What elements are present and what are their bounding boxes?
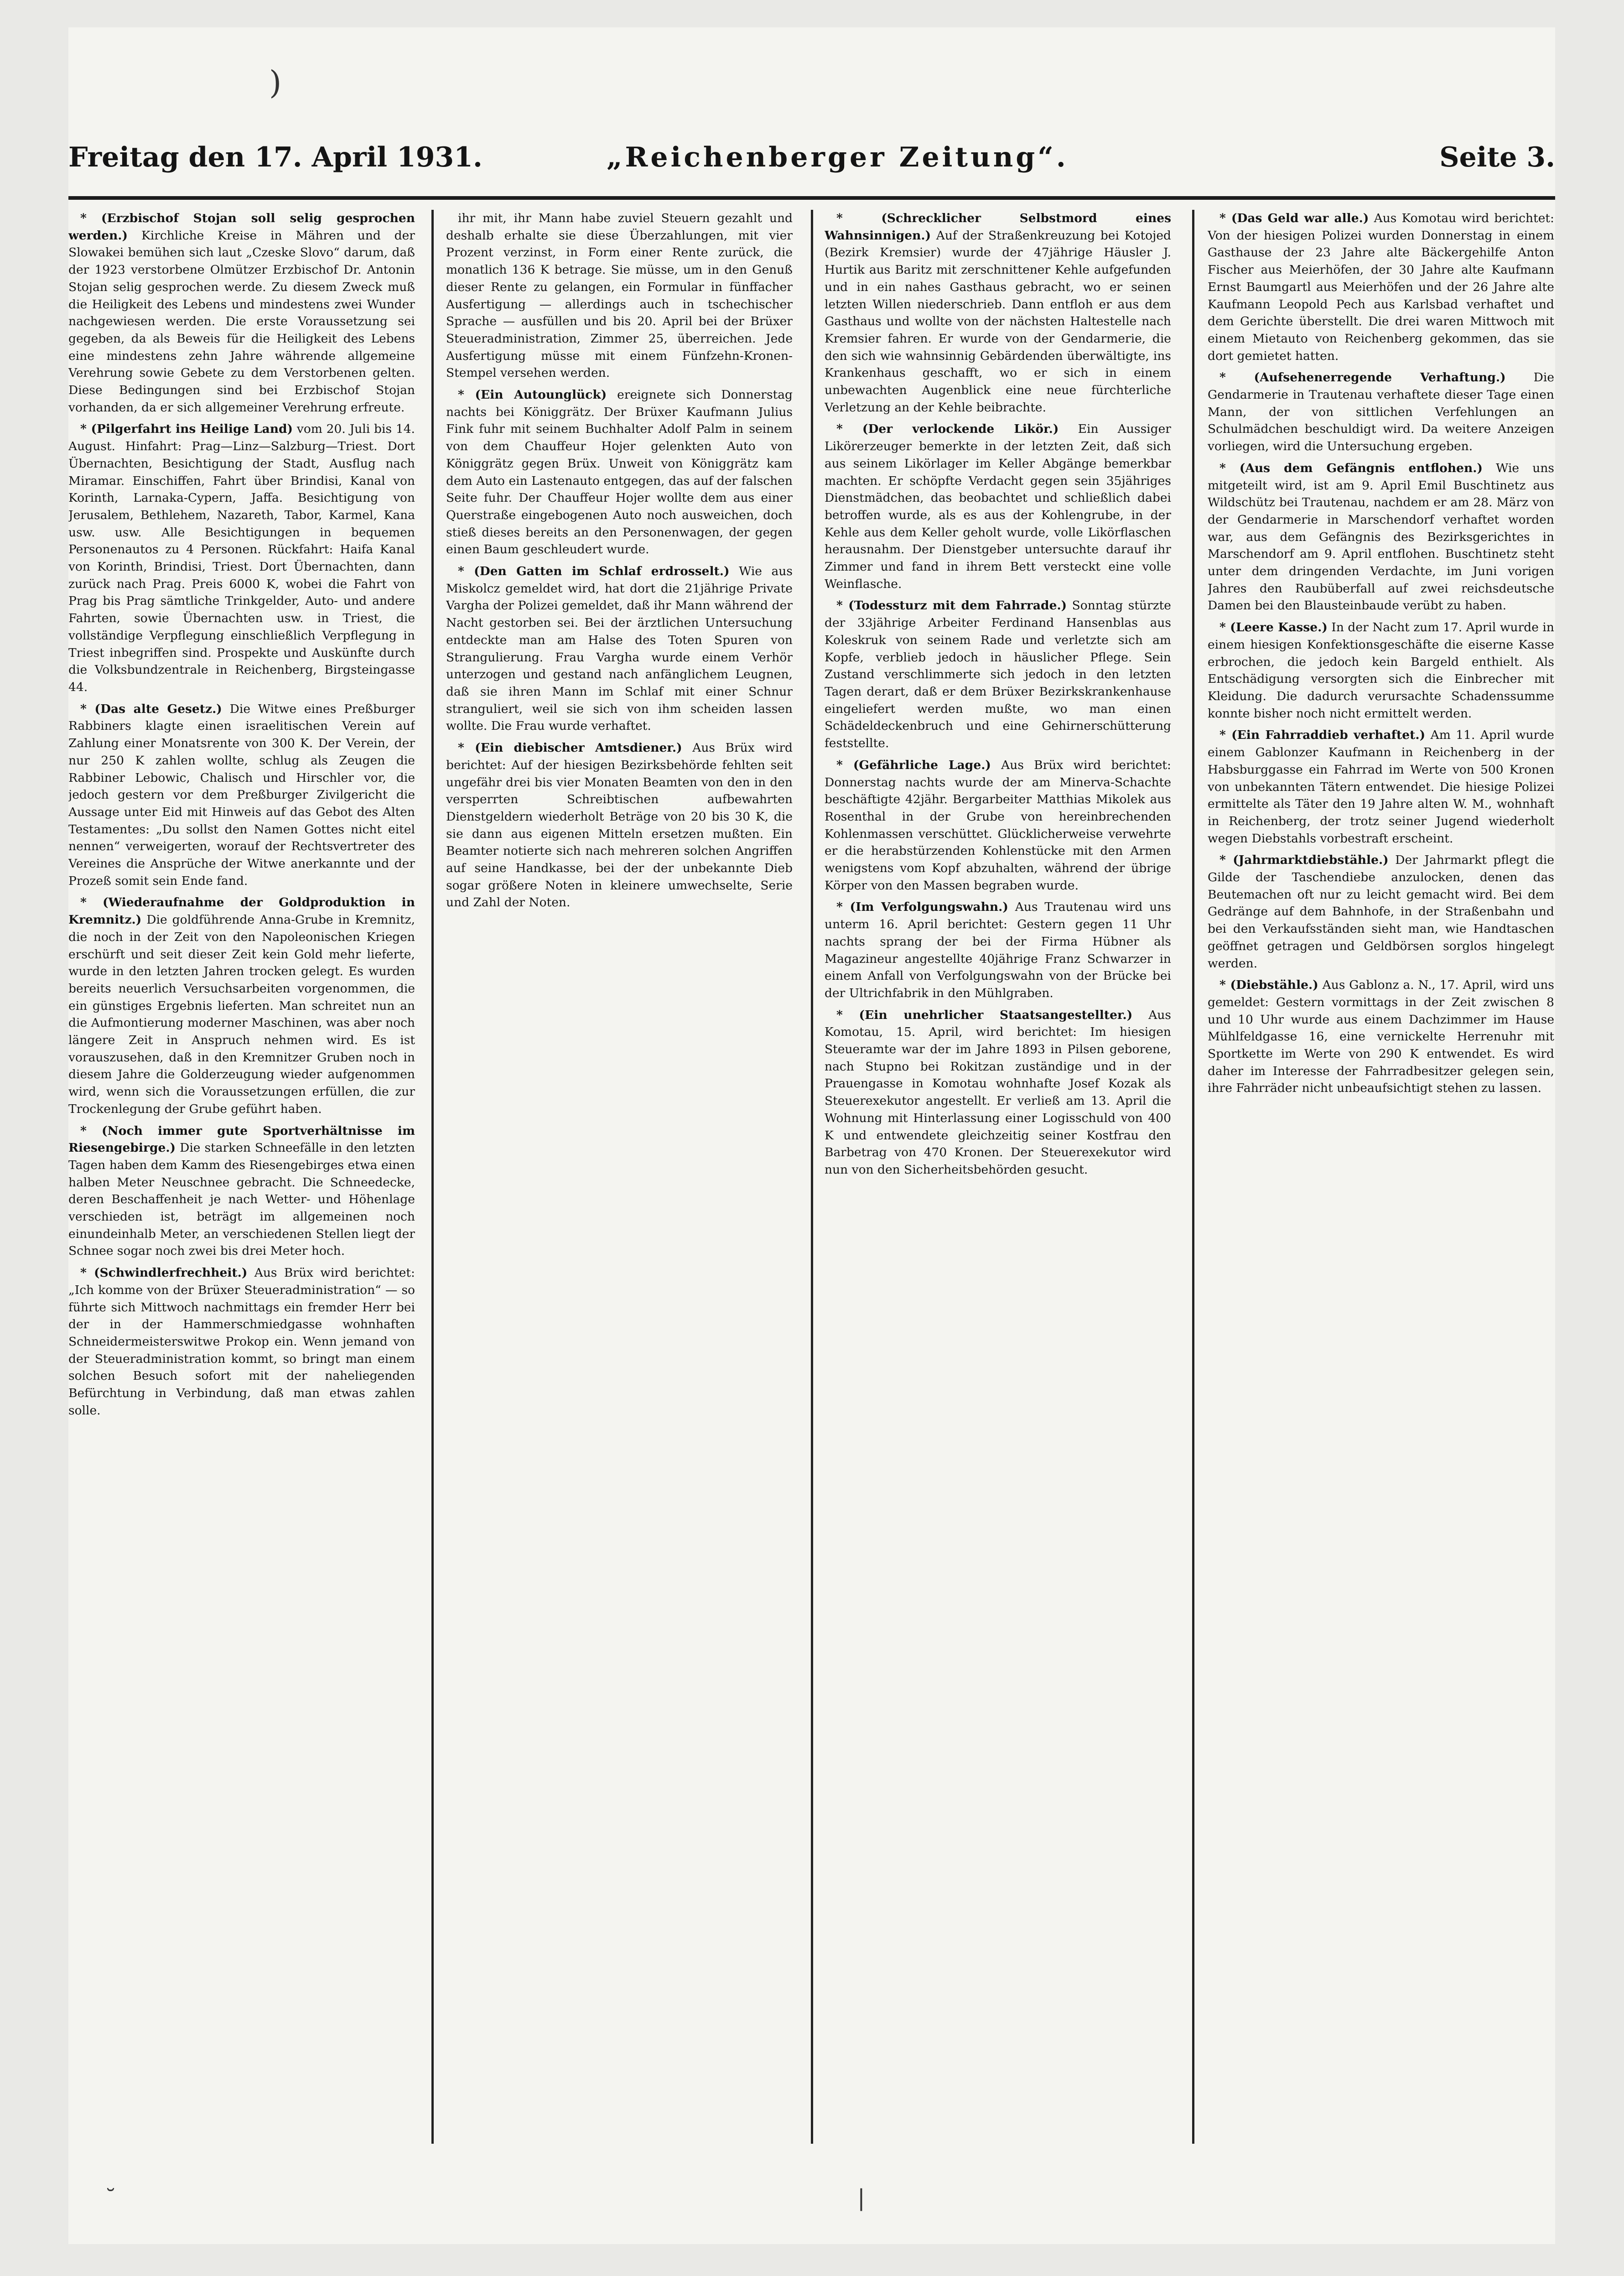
article-body: Aus Brüx wird berichtet: Auf der hiesigen Bezirksbehörde fehlten seit ungefähr drei bis vier Monaten Beamten von den in den versperrten Schreibtischen aufbewahrten Dienstgeldern wiederholt Beträge von 20 bis 30 K, die sie dann aus eigenen Mitteln ersetzen mußten. Ein Beamter notierte sich nach mehreren solchen Angriffen auf seine Handkasse, bei der der unbekannte Dieb sogar größere Noten in kleinere umwechselte, Serie und Zahl der Noten. (446, 741, 793, 910)
article (68, 1122, 415, 1260)
article (1208, 210, 1554, 364)
column-3 (825, 210, 1171, 2144)
article-kicker: * (Leere Kasse.) (1219, 620, 1328, 635)
article-body: Der Jahrmarkt pflegt die Gilde der Taschendiebe anzulocken, denen das Beutemachen oft nur zu leicht gemacht wird. Bei dem Gedränge auf dem Bahnhofe, in der Straßenbahn und bei den Verkaufsständen sieht man, wie Handtaschen geöffnet getragen und Geldbörsen sorglos hingelegt werden. (1208, 853, 1554, 971)
article-kicker: * (Aufsehenerregende Verhaftung.) (1219, 370, 1506, 385)
article (825, 899, 1171, 1002)
article-body: ereignete sich Donnerstag nachts bei Königgrätz. Der Brüxer Kaufmann Julius Fink fuhr mit seinem Buchhalter Adolf Palm in seinem von dem Chauffeur Hojer gelenkten Auto von Königgrätz gegen Brüx. Unweit von Königgrätz kam dem Auto ein Lastenauto entgegen, das auf der falschen Seite fuhr. Der Chauffeur Hojer wollte dem aus einer Querstraße eingebogenen Auto noch ausweichen, doch stieß dieses bereits an den Personenwagen, der gegen einen Baum geschleudert wurde. (446, 388, 793, 557)
article (446, 563, 793, 735)
article-body: Aus Komotau, 15. April, wird berichtet: Im hiesigen Steueramte war der im Jahre 1893 in Pilsen geborene, nach Stupno bei Rokitzan zuständige und in der Prauengasse in Komotau wohnhafte Josef Kozak als Steuerexekutor angestellt. Er verließ am 13. April die Wohnung mit Hinterlassung einer Logisschuld von 400 K und entwendete gleichzeitig seiner Kostfrau den Barbetrag von 470 Kronen. Der Steuerexekutor wird nun von den Sicherheitsbehörden gesucht. (825, 1008, 1171, 1177)
article-kicker: * (Der verlockende Likör.) (836, 422, 1059, 436)
article-body: Die starken Schneefälle in den letzten Tagen haben dem Kamm des Riesengebirges etwa einen halben Meter Neuschnee gebracht. Die Schneedecke, deren Beschaffenheit je nach Wetter- und Höhenlage verschieden ist, beträgt im allgemeinen noch einundeinhalb Meter, an verschiedenen Stellen liegt der Schnee sogar noch zwei bis drei Meter hoch. (68, 1141, 415, 1258)
article-body: Die Gendarmerie in Trautenau verhaftete dieser Tage einen Mann, der von sittlichen Verfehlungen an Schulmädchen beschuldigt wird. Da weitere Anzeigen vorliegen, wird die Untersuchung ergeben. (1208, 370, 1554, 454)
article-body: Aus Brüx wird berichtet: „Ich komme von der Brüxer Steueradministration“ — so führte sich Mittwoch nachmittags ein fremder Herr bei der in der Hammerschmiedgasse wohnhaften Schneidermeisterswitwe Prokop ein. Wenn jemand von der Steueradministration kommt, so bringt man einem solchen Besuch sofort mit der naheliegenden Befürchtung in Verbindung, daß man etwas zahlen solle. (68, 1266, 415, 1418)
article-body: vom 20. Juli bis 14. August. Hinfahrt: Prag—Linz—Salzburg—Triest. Dort Übernachten, Besichtigung der Stadt, Ausflug nach Miramar. Einschiffen, Fahrt über Brindisi, Kanal von Korinth, Larnaka-Cypern, Jaffa. Besichtigung von Jerusalem, Bethlehem, Nazareth, Tabor, Karmel, Kana usw. usw. Alle Besichtigungen in bequemen Personenautos zu 4 Personen. Rückfahrt: Haifa Kanal von Korinth, Brindisi, Triest. Dort Übernachten, dann zurück nach Prag. Preis 6000 K, wobei die Fahrt von Prag bis Prag sämtliche Trinkgelder, Auto- und andere Fahrten, sowie Übernachten usw. in Triest, die vollständige Verpflegung einschließlich Verpflegung in Triest inbegriffen sind. Prospekte und Auskünfte durch die Volksbundzentrale in Reichenberg, Birgsteingasse 44. (68, 422, 415, 694)
issue-date: Freitag den 17. April 1931. (68, 141, 483, 173)
article-body: Die Witwe eines Preßburger Rabbiners klagte einen israelitischen Verein auf Zahlung einer Monatsrente von 300 K. Der Verein, der nur 250 K zahlen wollte, schlug als Zeugen die Rabbiner Lebowic, Chalisch und Hirschler vor, die jedoch gestern vor dem Preßburger Zivilgericht die Aussage unter Eid mit Hinweis auf das Gebot des Alten Testamentes: „Du sollst den Namen Gottes nicht eitel nennen“ verweigerten, worauf der Rechtsvertreter des Vereines die Ansprüche der Witwe anerkannte und der Prozeß somit sein Ende fand. (68, 702, 415, 888)
column-divider (811, 210, 813, 2144)
article-kicker: * (Noch immer gute Sportverhältnisse im Riesengebirge.) (68, 1123, 415, 1155)
article (68, 1264, 415, 1419)
article-kicker: * (Erzbischof Stojan soll selig gesprochen werden.) (68, 211, 415, 243)
article-kicker: * (Aus dem Gefängnis entflohen.) (1219, 461, 1483, 475)
article (446, 386, 793, 558)
article-body: Kirchliche Kreise in Mähren und der Slowakei bemühen sich laut „Czeske Slovo“ darum, daß der 1923 verstorbene Olmützer Erzbischof Dr. Antonin Stojan selig gesprochen werde. Zu diesem Zweck muß die Heiligkeit des Lebens und mindestens zwei Wunder nachgewiesen werden. Die erste Voraussetzung sei gegeben, da als Beweis für die Heiligkeit des Lebens eine mindestens zehn Jahre währende allgemeine Verehrung sowie Gebete zu dem Verstorbenen gelten. Diese Bedingungen sind bei Erzbischof Stojan vorhanden, da er sich allgemeiner Verehrung erfreute. (68, 228, 415, 415)
article-kicker: * (Das alte Gesetz.) (80, 702, 222, 716)
article (825, 421, 1171, 592)
article-body: Wie uns mitgeteilt wird, ist am 9. April Emil Buschtinetz aus Wildschütz bei Trautenau, nachdem er am 28. März von der Gendarmerie in Marschendorf verhaftet worden war, aus dem Gefängnis des Bezirksgerichtes in Marschendorf am 9. April entflohen. Buschtinetz steht unter dem dringenden Verdachte, im Juni vorigen Jahres den Raubüberfall auf zwei reichsdeutsche Damen bei den Blausteinbaude verübt zu haben. (1208, 461, 1554, 613)
article-kicker: * (Schrecklicher Selbstmord eines Wahnsinnigen.) (825, 211, 1171, 243)
article (1208, 460, 1554, 614)
page-header (68, 141, 1555, 182)
article-body: ihr mit, ihr Mann habe zuviel Steuern gezahlt und deshalb erhalte sie diese Überzahlungen, mit vier Prozent verzinst, in Form einer Rente zurück, die monatlich 136 K betrage. Sie müsse, um in den Genuß dieser Rente zu gelangen, ein Formular in fünffacher Ausfertigung — allerdings auch in tschechischer Sprache — ausfüllen und bis 20. April bei der Brüxer Steueradministration, Zimmer 25, überreichen. Jede Ausfertigung müsse mit einem Fünfzehn-Kronen-Stempel versehen werden. (446, 211, 793, 380)
article-kicker: * (Wiederaufnahme der Goldproduktion in Kremnitz.) (68, 895, 415, 927)
page-number: Seite 3. (1439, 141, 1555, 173)
pencil-mark: ) (269, 64, 282, 101)
article (825, 757, 1171, 894)
article-kicker: * (Ein Fahrraddieb verhaftet.) (1219, 728, 1426, 743)
article (1208, 977, 1554, 1097)
article-kicker: * (Ein Autounglück) (458, 388, 607, 402)
article-kicker: * (Pilgerfahrt ins Heilige Land) (80, 422, 293, 436)
newspaper-title: „Reichenberger Zeitung“. (607, 141, 1069, 173)
article-body: Die goldführende Anna-Grube in Kremnitz, die noch in der Zeit von den Napoleonischen Kriegen erschürft und seit dieser Zeit kein Gold mehr lieferte, wurde in den letzten Jahren trocken gelegt. Es wurden bereits neuerlich Versuchsarbeiten vorgenommen, die ein günstiges Ergebnis lieferten. Man schreitet nun an die Aufmontierung moderner Maschinen, was aber noch längere Zeit in Anspruch nehmen wird. Es ist vorauszusehen, daß in den Kremnitzer Gruben noch in diesem Jahre die Golderzeugung wieder aufgenommen wird, wenn sich die Voraussetzungen erfüllen, die zur Trockenlegung der Grube geführt haben. (68, 913, 415, 1116)
article-kicker: * (Gefährliche Lage.) (836, 758, 991, 772)
article (68, 701, 415, 890)
article (825, 597, 1171, 752)
article-body: Aus Brüx wird berichtet: Donnerstag nachts wurde der am Minerva-Schachte beschäftigte 42jähr. Bergarbeiter Matthias Mikolek aus Rosenthal in der Grube von hereinbrechenden Kohlenmassen verschüttet. Glücklicherweise verwehrte er die herabstürzenden Kohlenstücke mit den Armen wenigstens vom Kopf abzuhalten, während der übrige Körper von den Massen begraben wurde. (825, 758, 1171, 893)
article-body: Aus Gablonz a. N., 17. April, wird uns gemeldet: Gestern vormittags in der Zeit zwischen 8 und 10 Uhr wurde aus einem Dachzimmer im Hause Mühlfeldgasse 16, eine vernickelte Herrenuhr mit Sportkette im Werte von 290 K entwendet. Es wird daher im Interesse der Fahrradbesitzer gelegen sein, ihre Fahrräder nicht unbeaufsichtigt stehen zu lassen. (1208, 978, 1554, 1096)
article (1208, 852, 1554, 972)
article-kicker: * (Diebstähle.) (1219, 978, 1318, 993)
article-body: Wie aus Miskolcz gemeldet wird, hat dort die 21jährige Private Vargha der Polizei gemeldet, daß ihr Mann während der Nacht gestorben sei. Bei der ärztlichen Untersuchung entdeckte man am Halse des Toten Spuren von Strangulierung. Frau Vargha wurde einem Verhör unterzogen und gestand nach anfänglichem Leugnen, daß sie ihren Mann im Schlaf mit einer Schnur stranguliert, weil sie sich von ihm scheiden lassen wollte. Die Frau wurde verhaftet. (446, 564, 793, 733)
article-kicker: * (Ein diebischer Amtsdiener.) (458, 741, 682, 755)
article (446, 210, 793, 382)
article-kicker: * (Den Gatten im Schlaf erdrosselt.) (458, 564, 730, 579)
header-rule (68, 196, 1555, 200)
article (1208, 369, 1554, 455)
article (1208, 727, 1554, 847)
article (446, 739, 793, 911)
column-divider (431, 210, 434, 2144)
newspaper-page (68, 27, 1555, 2244)
article-kicker: * (Todessturz mit dem Fahrrade.) (836, 598, 1067, 613)
article (825, 1007, 1171, 1179)
footer-mark-center: | (857, 2185, 865, 2211)
article-body: In der Nacht zum 17. April wurde in einem hiesigen Konfektionsgeschäfte die eiserne Kasse erbrochen, die jedoch kein Bargeld enthielt. Als Entschädigung versorgten sich die Einbrecher mit Kleidung. Die dadurch verursachte Schadenssumme konnte bisher noch nicht ermittelt werden. (1208, 620, 1554, 721)
article-kicker: * (Jahrmarktdiebstähle.) (1219, 853, 1389, 868)
article-body: Aus Trautenau wird uns unterm 16. April berichtet: Gestern gegen 11 Uhr nachts sprang der bei der Firma Hübner als Magazineur angestellte 40jährige Franz Schwarzer in einem Anfall von Verfolgungswahn von der Brücke bei der Ultrichfabrik in den Mühlgraben. (825, 900, 1171, 1000)
article-body: Auf der Straßenkreuzung bei Kotojed (Bezirk Kremsier) wurde der 47jährige Häusler J. Hurtik aus Baritz mit zerschnittener Kehle aufgefunden und in ein nahes Gasthaus gebracht, wo er seinen letzten Willen niederschrieb. Dann entfloh er aus dem Gasthaus und wollte von der nächsten Haltestelle nach Kremsier fahren. Er wurde von der Gendarmerie, die den sich wie wahnsinnig Gebärdenden überwältigte, ins Krankenhaus geschafft, wo er sich in einem unbewachten Augenblick eine neue fürchterliche Verletzung an der Kehle beibrachte. (825, 228, 1171, 415)
article (1208, 619, 1554, 722)
article-body: Am 11. April wurde einem Gablonzer Kaufmann in Reichenberg in der Habsburggasse ein Fahrrad im Werte von 500 Kronen von unbekannten Tätern entwendet. Die hiesige Polizei ermittelte als Täter den 19 Jahre alten W. M., wohnhaft in Reichenberg, der trotz seiner Jugend wiederholt wegen Diebstahls vorbestraft erscheint. (1208, 728, 1554, 846)
column-2 (446, 210, 793, 2144)
article-kicker: * (Das Geld war alle.) (1219, 211, 1369, 225)
article-kicker: * (Schwindlerfrechheit.) (80, 1266, 248, 1280)
article-body: Aus Komotau wird berichtet: Von der hiesigen Polizei wurden Donnerstag in einem Gasthause der 23 Jahre alte Bäckergehilfe Anton Fischer aus Meierhöfen, der 30 Jahre alte Kaufmann Ernst Baumgartl aus Meierhöfen und der 26 Jahre alte Kaufmann Leopold Pech aus Karlsbad verhaftet und dem Gerichte überstellt. Die drei waren Mittwoch mit einem Mietauto von Reichenberg gekommen, das sie dort gemietet hatten. (1208, 211, 1554, 363)
article-body: Ein Aussiger Likörerzeuger bemerkte in der letzten Zeit, daß sich aus seinem Likörlager im Keller Abgänge bemerkbar machten. Er schöpfte Verdacht gegen sein 35jähriges Dienstmädchen, das beobachtet und schließlich dabei betroffen wurde, als es aus der Kohlengrube, in der Kehle aus dem Keller geholt wurde, volle Likörflaschen herausnahm. Der Dienstgeber untersuchte darauf ihr Zimmer und fand in ihrem Bett versteckt eine volle Weinflasche. (825, 422, 1171, 591)
article (68, 421, 415, 696)
article-body: Sonntag stürzte der 33jährige Arbeiter Ferdinand Hansenblas aus Koleskruk von seinem Rade und verletzte sich am Kopfe, verblieb jedoch in häuslicher Pflege. Sein Zustand verschlimmerte sich jedoch in den letzten Tagen derart, daß er dem Brüxer Bezirkskrankenhause eingeliefert werden mußte, wo man einen Schädeldeckenbruch und eine Gehirnerschütterung feststellte. (825, 598, 1171, 751)
footer-mark-left: ˘ (105, 2185, 116, 2211)
column-divider (1192, 210, 1194, 2144)
article-kicker: * (Ein unehrlicher Staatsangestellter.) (836, 1008, 1133, 1022)
column-1 (68, 210, 415, 2144)
article (68, 210, 415, 416)
column-4 (1208, 210, 1554, 2144)
page-footer-marks (68, 2185, 1555, 2212)
article (68, 894, 415, 1117)
article (825, 210, 1171, 416)
article-kicker: * (Im Verfolgungswahn.) (836, 900, 1008, 915)
